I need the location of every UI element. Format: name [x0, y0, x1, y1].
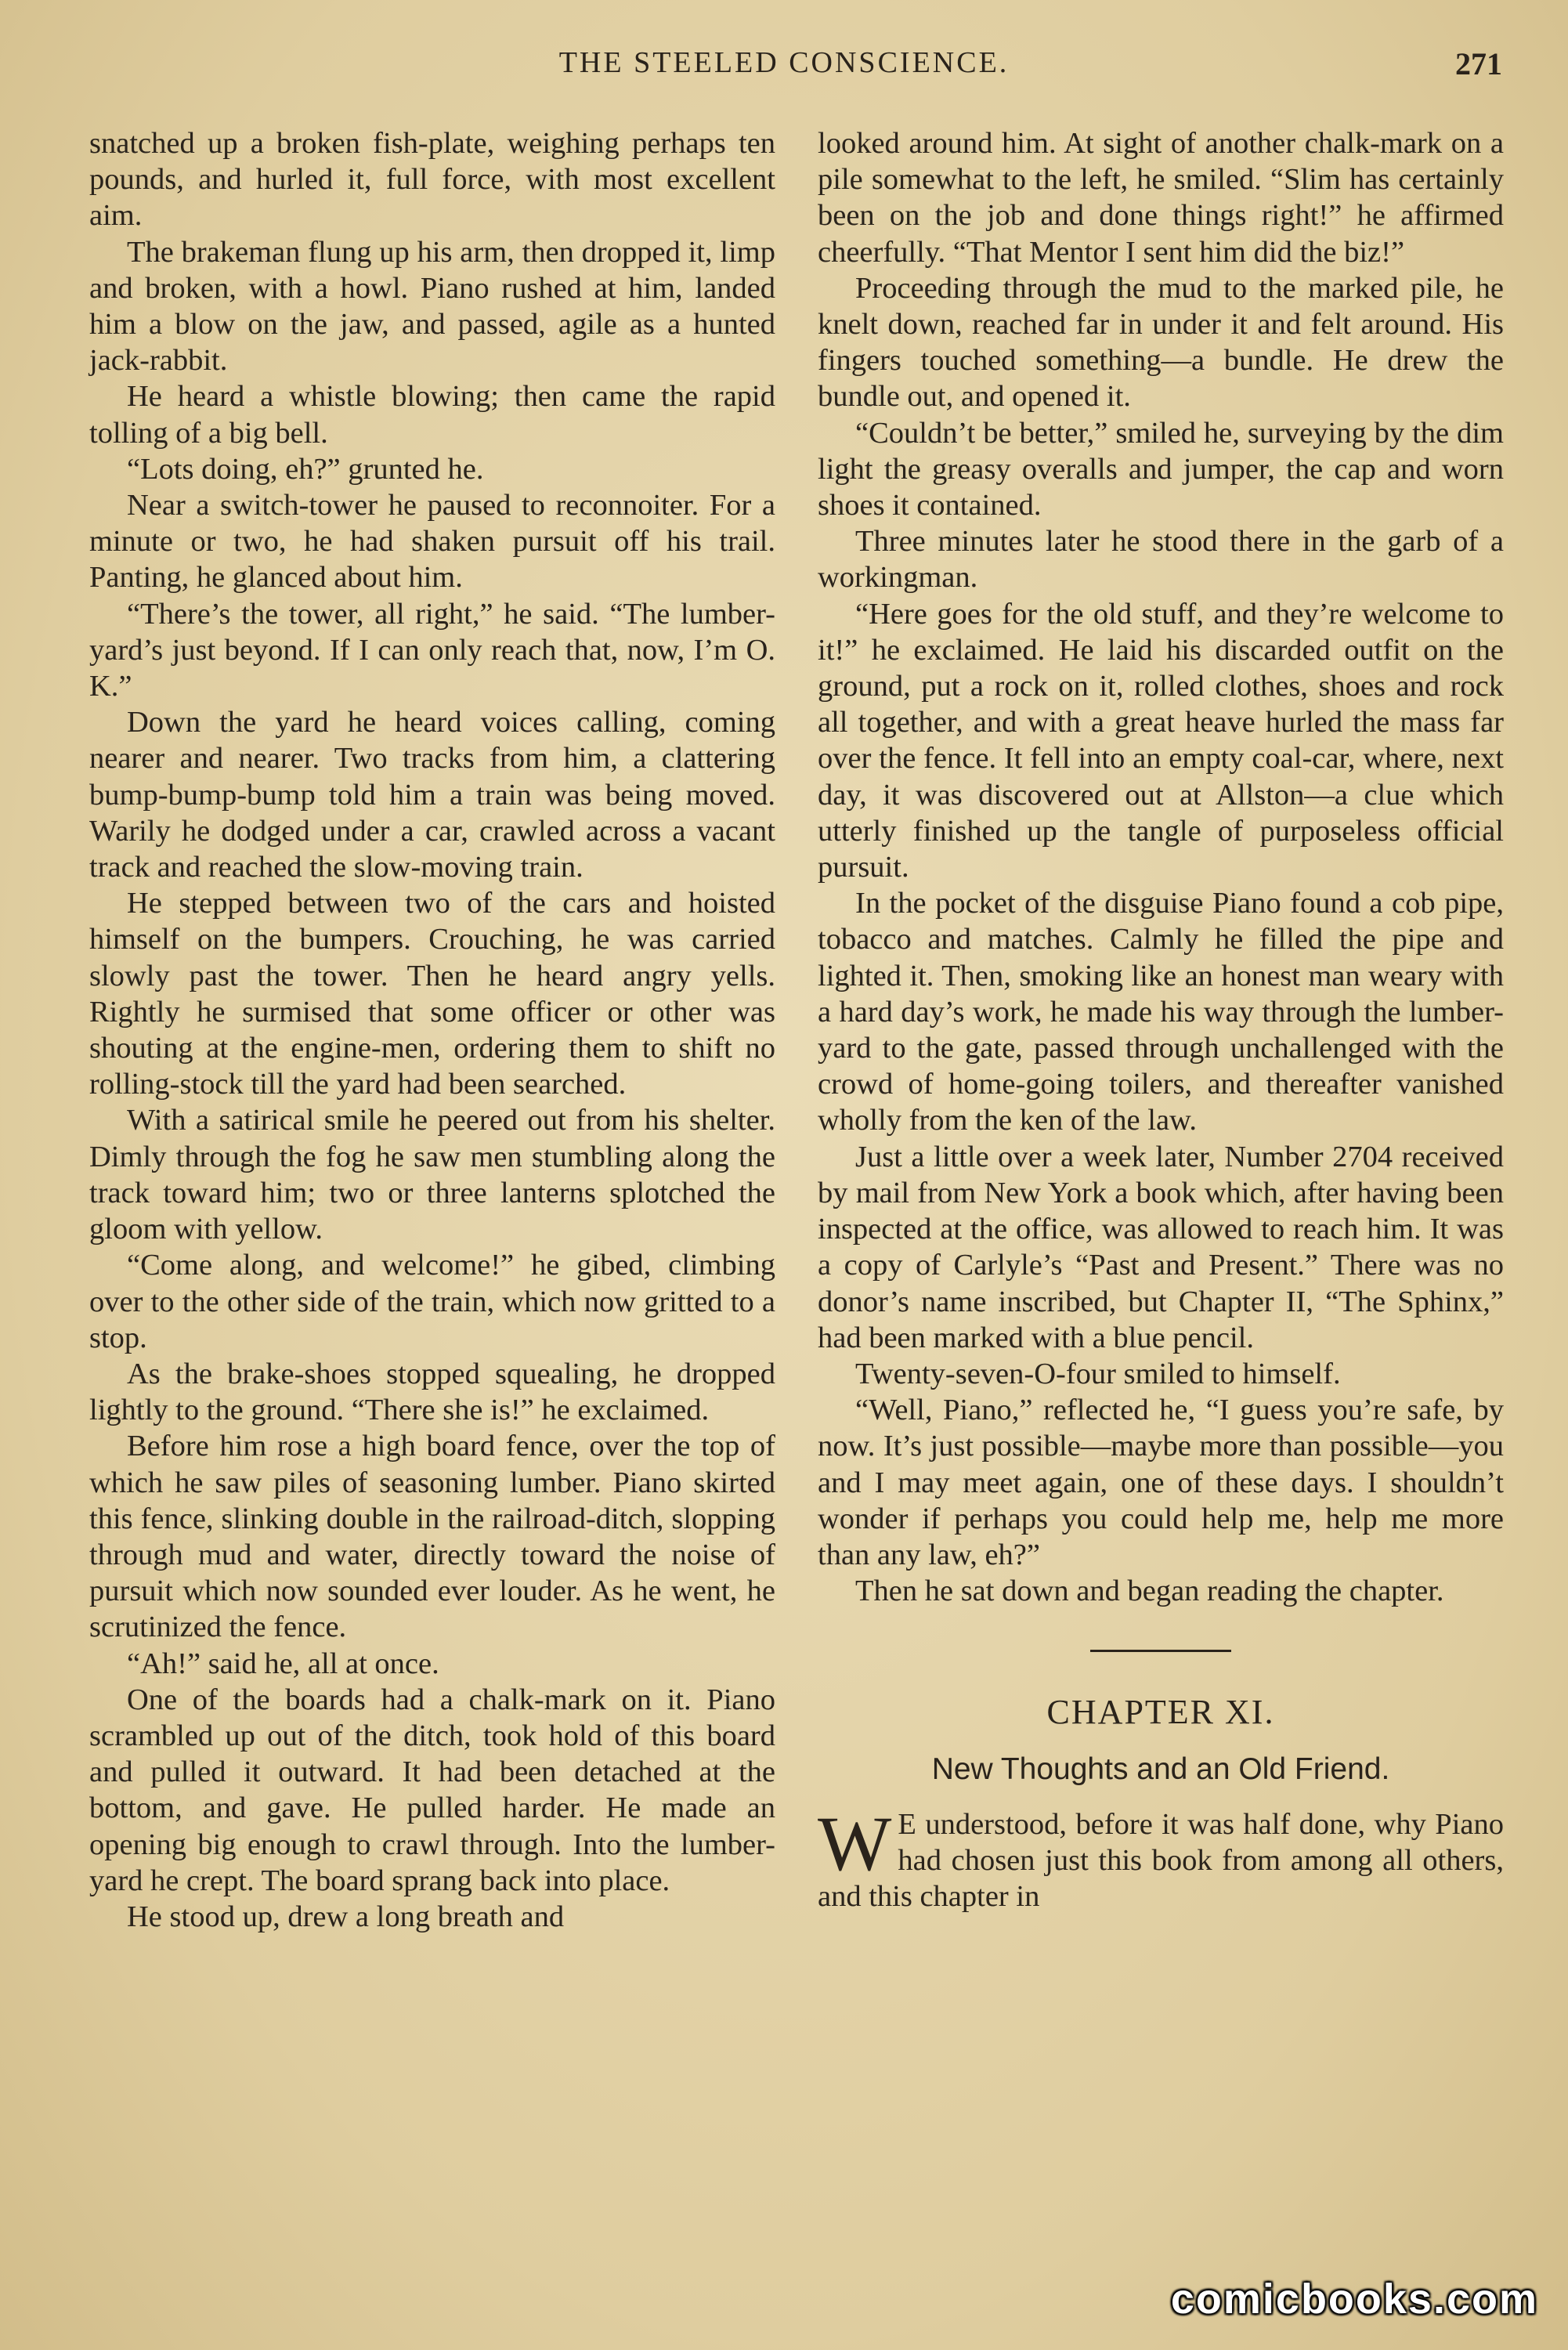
paragraph: “Well, Piano,” reflected he, “I guess you’re safe, by now. It’s just possible—maybe more than possible—you and I may meet again, one of these days. I shouldn’t wonder if perhaps you could help me, help me more than any law, eh?” — [818, 1394, 1504, 1571]
paragraph: Proceeding through the mud to the marked pile, he knelt down, reached far in under it and felt around. His fingers touched something—a bundle. He drew the bundle out, and opened it. — [818, 271, 1504, 414]
paragraph: The brakeman flung up his arm, then dropped it, limp and broken, with a howl. Piano rushed at him, landed him a blow on the jaw, and passed, agile as a hunted jack-rabbit. — [89, 235, 775, 378]
paragraph: Twenty-seven-O-four smiled to himself. — [855, 1357, 1341, 1390]
paragraph: As the brake-shoes stopped squealing, he dropped lightly to the ground. “There she is!” he exclaimed. — [89, 1357, 775, 1427]
chapter-heading: CHAPTER XI. — [1046, 1693, 1275, 1732]
drop-cap: W — [818, 1799, 892, 1887]
chapter-opening-text: E understood, before it was half done, why Piano had chosen just this book from among all others, and this chapter in — [818, 1807, 1504, 1914]
paragraph: He stood up, drew a long breath and — [127, 1900, 565, 1933]
paragraph: Before him rose a high board fence, over the top of which he saw piles of seasoning lumber. Piano skirted this fence, slinking double in the railroad-ditch, slopping through mud and water, directly toward the noise of pursuit which now sounded ever louder. As he went, he scrutinized the fence. — [89, 1430, 775, 1644]
right-column-paragraphs — [818, 125, 1504, 1609]
paragraph: He heard a whistle blowing; then came the rapid tolling of a big bell. — [89, 380, 775, 450]
running-title: THE STEELED CONSCIENCE. — [558, 46, 1010, 79]
paragraph: Down the yard he heard voices calling, coming nearer and nearer. Two tracks from him, a clattering bump-bump-bump told him a train was being moved. Warily he dodged under a car, crawled across a vacant track and reached the slow-moving train. — [89, 706, 775, 884]
paragraph: “Couldn’t be better,” smiled he, surveying by the dim light the greasy overalls and jumper, the cap and worn shoes it contained. — [818, 416, 1504, 522]
paragraph: Three minutes later he stood there in the garb of a workingman. — [818, 525, 1504, 595]
page-number: 271 — [1455, 46, 1502, 81]
paragraph: looked around him. At sight of another chalk-mark on a pile somewhat to the left, he smiled. “Slim has certainly been on the job and done things right!” he affirmed cheerfully. “That Mentor I sent him did the biz!” — [818, 127, 1504, 269]
paragraph: “Here goes for the old stuff, and they’re welcome to it!” he exclaimed. He laid his discarded outfit on the ground, put a rock on it, rolled clothes, shoes and rock all together, and with a great heave hurled the mass far over the fence. It fell into an empty coal-car, where, next day, it was discovered out at Allston—a clue which utterly finished up the tangle of purposeless official pursuit. — [818, 597, 1504, 884]
paragraph: snatched up a broken fish-plate, weighing perhaps ten pounds, and hurled it, full force, with most excellent aim. — [89, 127, 775, 233]
chapter-subtitle: New Thoughts and an Old Friend. — [931, 1752, 1390, 1786]
right-column — [818, 125, 1504, 1914]
paragraph: “Ah!” said he, all at once. — [127, 1647, 439, 1680]
paragraph: In the pocket of the disguise Piano found a cob pipe, tobacco and matches. Calmly he filled the pipe and lighted it. Then, smoking like an honest man weary with a hard day’s work, he made his way through the lumber-yard to the gate, passed through unchallenged with the crowd of home-going toilers, and thereafter vanished wholly from the ken of the law. — [818, 887, 1504, 1137]
chapter-divider — [1090, 1650, 1231, 1652]
paragraph: One of the boards had a chalk-mark on it. Piano scrambled up out of the ditch, took hold of this board and pulled it outward. It had been detached at the bottom, and gave. He pulled harder. He made an opening big enough to crawl through. Into the lumber-yard he crept. The board sprang back into place. — [89, 1683, 775, 1897]
paragraph: He stepped between two of the cars and hoisted himself on the bumpers. Crouching, he was carried slowly past the tower. Then he heard angry yells. Rightly he surmised that some officer or other was shouting at the engine-men, ordering them to shift no rolling-stock till the yard had been searched. — [89, 887, 775, 1101]
paragraph: “There’s the tower, all right,” he said. “The lumber-yard’s just beyond. If I can only reach that, now, I’m O. K.” — [89, 597, 775, 703]
paragraph: Just a little over a week later, Number 2704 received by mail from New York a book which, after having been inspected at the office, was allowed to reach him. It was a copy of Carlyle’s “Past and Present.” There was no donor’s name inscribed, but Chapter II, “The Sphinx,” had been marked with a blue pencil. — [818, 1140, 1504, 1354]
paragraph: “Come along, and welcome!” he gibed, climbing over to the other side of the train, which now gritted to a stop. — [89, 1249, 775, 1354]
paragraph: Then he sat down and began reading the chapter. — [855, 1574, 1444, 1608]
paragraph: Near a switch-tower he paused to reconnoiter. For a minute or two, he had shaken pursuit off his trail. Panting, he glanced about him. — [89, 489, 775, 595]
paragraph: “Lots doing, eh?” grunted he. — [127, 452, 484, 486]
watermark-logo: comicbooks.com — [1170, 2276, 1538, 2323]
left-column — [89, 125, 775, 1935]
paragraph: With a satirical smile he peered out from his shelter. Dimly through the fog he saw men stumbling along the track toward him; two or three lanterns splotched the gloom with yellow. — [89, 1104, 775, 1246]
chapter-opening-paragraph — [818, 1799, 1504, 1915]
running-head — [0, 45, 1568, 92]
